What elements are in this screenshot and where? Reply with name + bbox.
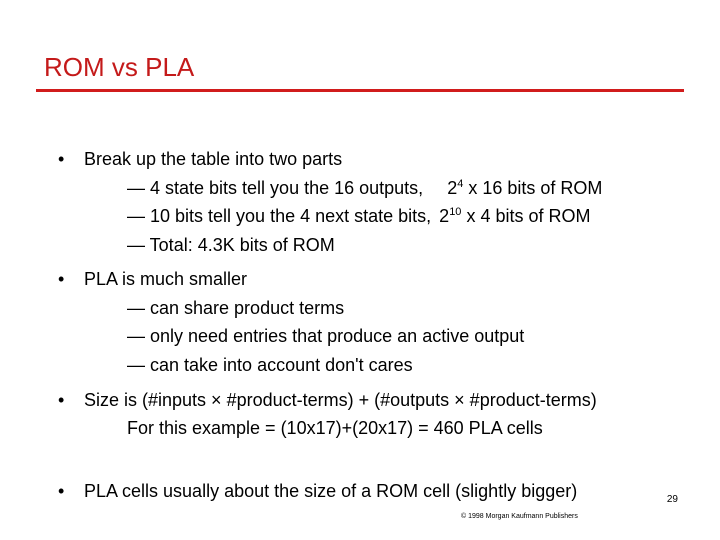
page-number: 29 bbox=[666, 494, 678, 505]
bullet-text: Size is (#inputs × #product-terms) + (#outputs × #product-terms) bbox=[84, 390, 597, 410]
math-rest: x 4 bits of ROM bbox=[461, 206, 591, 226]
sub-item-content bbox=[127, 205, 590, 227]
math-base: 2 bbox=[447, 178, 458, 198]
sub-item-text: — only need entries that produce an active output bbox=[127, 326, 525, 346]
math-base: 2 bbox=[439, 206, 450, 226]
math-exponent: 4 bbox=[457, 178, 464, 190]
sub-item-text: — 10 bits tell you the 4 next state bits, bbox=[127, 206, 432, 226]
bullet-icon: • bbox=[58, 269, 65, 289]
sub-item-text: — can take into account don't cares bbox=[127, 355, 413, 375]
bullet-icon: • bbox=[58, 390, 65, 410]
bullet-text: PLA is much smaller bbox=[84, 269, 248, 289]
sub-item-content bbox=[127, 177, 602, 199]
math-rest: x 16 bits of ROM bbox=[463, 178, 603, 198]
sub-item-text: — can share product terms bbox=[127, 298, 345, 318]
bullet-text: Break up the table into two parts bbox=[84, 149, 343, 169]
slide-title: ROM vs PLA bbox=[44, 52, 195, 82]
bullet-icon: • bbox=[58, 481, 65, 501]
bullet-text: PLA cells usually about the size of a ROM cell (slightly bigger) bbox=[84, 481, 578, 501]
sub-item-text: For this example = (10x17)+(20x17) = 460 PLA cells bbox=[127, 418, 543, 438]
title-underline bbox=[36, 89, 684, 92]
math-exponent: 10 bbox=[449, 206, 462, 218]
sub-item-text: — Total: 4.3K bits of ROM bbox=[127, 235, 335, 255]
bullet-icon: • bbox=[58, 149, 65, 169]
sub-item-text: — 4 state bits tell you the 16 outputs, bbox=[127, 178, 424, 198]
copyright-notice: © 1998 Morgan Kaufmann Publishers bbox=[461, 513, 578, 520]
